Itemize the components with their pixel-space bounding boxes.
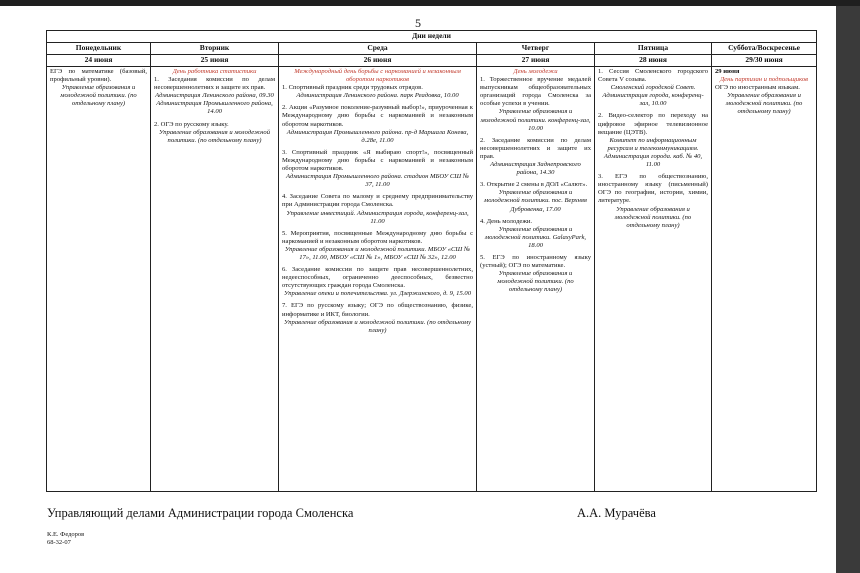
event-title: ЕГЭ по математике (базовый, профильный уровни). bbox=[50, 68, 147, 84]
page-number: 5 bbox=[415, 16, 421, 30]
event-organizer: Администрация Промышленного района. пр-д Маршала Конева, д.28е, 11.00 bbox=[286, 128, 469, 144]
event-title: 1. Заседания комиссии по делам несовершеннолетних и защите их прав. bbox=[154, 76, 275, 92]
event-item bbox=[480, 76, 591, 133]
cell-weekend bbox=[712, 67, 817, 492]
event-organizer: Управление образования и молодежной политики. конференц-зал, 10.00 bbox=[480, 108, 591, 132]
event-title: 2. ОГЭ по русскому языку. bbox=[154, 120, 229, 128]
event-item bbox=[282, 84, 473, 100]
event-title: 5. ЕГЭ по иностранному языку (устный); ОГЭ по математике. bbox=[480, 253, 591, 270]
viewer-background bbox=[836, 0, 860, 573]
date-weekend: 29/30 июня bbox=[712, 55, 817, 67]
event-organizer: Администрация Заднепровского района, 14.30 bbox=[490, 161, 581, 177]
holiday-label: День работника статистики bbox=[172, 68, 257, 75]
event-title: 5. Мероприятия, посвященные Международному дню борьбы с наркоманией и незаконным оборотом наркотиков. bbox=[282, 229, 473, 245]
event-title: 7. ЕГЭ по русскому языку; ОГЭ по обществознанию, физике, информатике и ИКТ, биологии. bbox=[282, 302, 473, 318]
day-name-monday: Понедельник bbox=[47, 43, 151, 55]
event-item bbox=[598, 112, 708, 169]
event-organizer: Управление образования и молодежной политики. (по отдельному плану) bbox=[60, 84, 137, 108]
signature-position: Управляющий делами Администрации города Смоленска bbox=[47, 506, 354, 520]
event-item bbox=[50, 68, 147, 108]
event-organizer: Администрация Промышленного района. стадион МБОУ СШ № 37, 11.00 bbox=[285, 173, 470, 189]
event-title: 6. Заседание комиссии по защите прав несовершеннолетних, недееспособных, ограниченно дееспособных, безвестно отсутствующих граждан города Смоленска. bbox=[282, 266, 473, 290]
event-item bbox=[154, 121, 275, 145]
days-header: Дни недели bbox=[47, 31, 817, 43]
event-item bbox=[282, 302, 473, 334]
date-thursday: 27 июня bbox=[477, 55, 595, 67]
date-monday: 24 июня bbox=[47, 55, 151, 67]
event-organizer: Управление образования и молодежной политики. (по отдельному плану) bbox=[497, 270, 574, 294]
event-title: 3. Спортивный праздник «Я выбираю спорт!», посвященный Международному дню борьбы с наркоманией и незаконным оборотом наркотиков. bbox=[282, 148, 473, 173]
day-name-thursday: Четверг bbox=[477, 43, 595, 55]
event-organizer: Управление опеки и попечительства. ул. Дзержинского, д. 9, 15.00 bbox=[283, 290, 472, 298]
holiday-label: День партизан и подпольщиков bbox=[719, 76, 809, 84]
footer-phone: 68-32-07 bbox=[47, 539, 71, 546]
event-item bbox=[715, 84, 813, 116]
event-item bbox=[282, 104, 473, 144]
event-item bbox=[598, 173, 708, 230]
schedule-table bbox=[46, 30, 817, 492]
viewer-top-bar bbox=[0, 0, 860, 6]
event-item bbox=[480, 218, 591, 250]
event-item bbox=[282, 149, 473, 189]
cell-friday bbox=[595, 67, 712, 492]
event-item bbox=[282, 193, 473, 225]
event-organizer: Комитет по информационным ресурсам и телекоммуникациям. Администрация города. каб. № 40, 11.00 bbox=[603, 136, 703, 169]
signature-name: А.А. Мурачёва bbox=[577, 506, 656, 520]
event-title: ОГЭ по иностранным языкам. bbox=[715, 84, 800, 92]
cell-monday bbox=[47, 67, 151, 492]
event-organizer: Управление образования и молодежной политики. (по отдельному плану) bbox=[283, 318, 472, 334]
event-organizer: Управление образования и молодежной политики. пос. Верхняя Дубровенка, 17.00 bbox=[484, 189, 587, 213]
event-title: 1. Торжественное вручение медалей выпускникам общеобразовательных организаций города Смоленска за особые успехи в учении. bbox=[480, 76, 591, 108]
event-title: 4. День молодежи. bbox=[480, 217, 533, 225]
cell-thursday bbox=[477, 67, 595, 492]
day-name-weekend: Суббота/Воскресенье bbox=[712, 43, 817, 55]
day-name-friday: Пятница bbox=[595, 43, 712, 55]
date-tuesday: 25 июня bbox=[151, 55, 279, 67]
cell-tuesday bbox=[151, 67, 279, 492]
holiday-label: Международный день борьбы с наркоманией и незаконным оборотом наркотиков bbox=[294, 68, 461, 84]
date-friday: 28 июня bbox=[595, 55, 712, 67]
event-title: 2. Акция «Разумное поколение-разумный выбор!», приуроченная к Международному дню борьбы с наркоманией и незаконным оборотом наркотиков. bbox=[282, 104, 473, 128]
event-organizer: Смоленский городской Совет. Администрация города, конференц-зал, 10.00 bbox=[602, 84, 704, 108]
event-title: 1. Сессия Смоленского городского Совета V созыва. bbox=[598, 68, 708, 84]
event-item bbox=[282, 230, 473, 262]
event-organizer: Управление образования и молодежной политики. GalaxyPark, 18.00 bbox=[484, 225, 587, 249]
event-organizer: Управление образования и молодежной политики. (по отдельному плану) bbox=[614, 205, 692, 229]
event-organizer: Управление образования и молодежной политики. (по отдельному плану) bbox=[158, 128, 271, 144]
event-title: 3. Открытие 2 смены в ДОЛ «Салют». bbox=[480, 181, 588, 189]
cell-wednesday bbox=[279, 67, 477, 492]
day-name-tuesday: Вторник bbox=[151, 43, 279, 55]
holiday-label: День молодежи bbox=[513, 68, 558, 75]
event-title: 2. Заседание комиссии по делам несовершеннолетних и защите их прав. bbox=[480, 136, 591, 160]
event-item bbox=[480, 254, 591, 294]
event-item bbox=[480, 181, 591, 213]
day-name-wednesday: Среда bbox=[279, 43, 477, 55]
event-title: 3. ЕГЭ по обществознанию, иностранному языку (письменный) ОГЭ по географии, истории, химии, литературе. bbox=[598, 173, 708, 205]
weekend-date: 29 июня bbox=[715, 68, 740, 75]
event-item bbox=[598, 68, 708, 108]
event-title: 1. Спортивный праздник среди трудовых отрядов. bbox=[282, 84, 423, 92]
footer-author: К.Е. Федоров bbox=[47, 531, 85, 538]
event-organizer: Управление инвестиций. Администрация города, конференц-зал, 11.00 bbox=[286, 209, 469, 225]
event-organizer: Администрация Ленинского района. парк Реадовка, 10.00 bbox=[296, 92, 459, 100]
event-title: 2. Видео-селектор по переходу на цифровое эфирное телевизионное вещание (ЦЭТВ). bbox=[598, 112, 708, 136]
event-title: 4. Заседание Совета по малому и среднему предпринимательству при Администрации города Смоленска. bbox=[282, 193, 473, 209]
event-item bbox=[480, 137, 591, 177]
date-wednesday: 26 июня bbox=[279, 55, 477, 67]
event-item bbox=[154, 76, 275, 116]
event-organizer: Управление образования и молодежной политики. МБОУ «СШ № 17», 11.00, МБОУ «СШ № 1», МБОУ «СШ № 32», 12.00 bbox=[284, 245, 471, 261]
event-organizer: Администрация Ленинского района, 09.30 Администрация Промышленного района, 14.00 bbox=[155, 92, 274, 116]
event-item bbox=[282, 266, 473, 298]
event-organizer: Управление образования и молодежной политики. (по отдельному плану) bbox=[725, 92, 803, 116]
